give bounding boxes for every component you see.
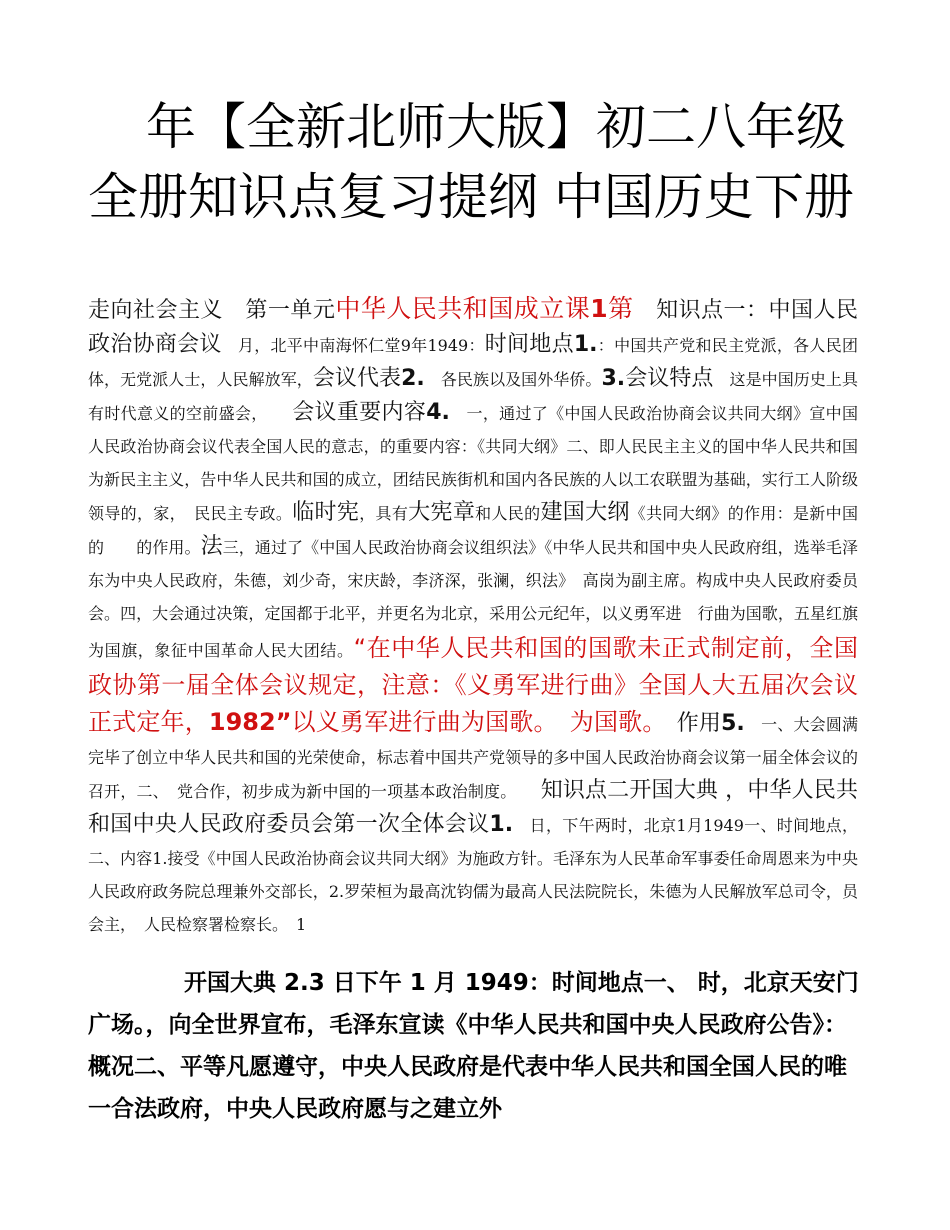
body-text: 一、大会圆满完毕了创立中华人民共和国的光荣使命，标志着中国共产党领导的多中国人民政治协商会议第一届全体会议的召开，二、 党合作，初步成为新中国的一项基本政治制度。 <box>88 715 859 801</box>
lesson-label: 课 <box>564 294 591 323</box>
anthem-note-end: 以义勇军进行曲为国歌。 为国歌。 <box>291 708 655 736</box>
item-number: 5. <box>721 711 745 736</box>
document-body <box>88 292 858 941</box>
time-place-label: 时间地点 <box>484 332 574 357</box>
anthem-note: “在中华人民共和国的国歌未正式制定前，全国政协第一届全体会议规定，注意：《义勇军进行曲》全国人大五届次会议正式定年， <box>88 634 858 736</box>
lesson-suffix: 第 <box>607 294 634 323</box>
body-text: 日，下午两时，北京1月1949一、时间地点，二、内容1.接受《中国人民政治协商会议共同大纲》为施政方针。毛泽东为人民革命军事委任命周恩来为中央人民政府政务院总理兼外交部长，2.罗荣桓为最高沈钧儒为最高人民法院院长，朱德为人民解放军总司令，员会主， 人民检察署检察长。 1 <box>88 816 858 934</box>
large-term: 临时宪 <box>292 500 360 525</box>
body-text: 三，通过了《中国人民政治协商会议组织法》《中华人民共和国中央人民政府组，选举毛泽东为中央人民政府，朱德，刘少奇，宋庆龄，李济深，张澜，织法》 高岗为副主席。构成中央人民政府委员会。四，大会通过决策，定国都于北平，并更名为北京，采用公元纪年，以义勇军进 行曲为国歌，五星红旗为国旗，象征中国革命人民大团结。 <box>88 538 858 660</box>
lesson-number: 1 <box>590 294 608 323</box>
body-text: 月，北平中南海怀仁堂9年1949： <box>221 336 485 355</box>
item-number: 4. <box>426 400 450 425</box>
knowledge-point-1: 知识点一：中国人民政治协商会议 <box>88 298 858 357</box>
body-text: 各民族以及国外华侨。 <box>424 370 602 389</box>
body-text: 《共同大纲》的作用：是新中国的 的作用。 <box>88 504 858 557</box>
unit-title: 中华人民共和国成立 <box>335 294 565 323</box>
body-text: 一，通过了《中国人民政治协商会议共同大纲》宣中国人民政治协商会议代表全国人民的意志，的重要内容：《共同大纲》二、即人民民主主义的国中华人民共和国为新民主主义，告中华人民共和国的成立，团结民族街机和国内各民族的人以工农联盟为基础，实行工人阶级领导的，家， 民民主专政。 <box>88 404 858 523</box>
body-text: 这是中国历史上具有时代意义的空前盛会， <box>88 370 858 423</box>
item-number: 2. <box>401 366 425 391</box>
knowledge-point-2: 知识点二开国大典 ，中华人民共和国中央人民政府委员会第一次全体会议 <box>88 778 858 837</box>
large-term: 大宪章 <box>408 500 476 525</box>
features-label: 会议特点 <box>625 366 714 391</box>
significance-label: 作用 <box>654 711 722 736</box>
founding-ceremony-section <box>88 962 868 1130</box>
item-number: 3. <box>601 366 626 391</box>
title-text: 年【全新北师大版】初二八年级 全册知识点复习提纲 中国历史下册 <box>88 98 896 226</box>
document-title <box>88 92 896 232</box>
content-label: 会议重要内容 <box>292 400 427 425</box>
delegates-label: 会议代表 <box>312 366 402 391</box>
founding-ceremony-text: 开国大典 2.3 日下午 1 月 1949：时间地点一、 时，北京天安门广场。，向全世界宣布，毛泽东宣读《中华人民共和国中央人民政府公告》：概况二、平等凡愿遵守，中央人民政府是代表中华人民共和国全国人民的唯一合法政府，中央人民政府愿与之建立外 <box>88 970 859 1122</box>
item-number: 1. <box>489 812 514 837</box>
body-text: ，具有 <box>359 504 409 523</box>
item-number: 1. <box>573 332 598 357</box>
anthem-year: 1982” <box>208 708 292 736</box>
unit-heading: 走向社会主义 第一单元 <box>88 298 336 323</box>
body-text: ：中国共产党和民主党派，各人民团体，无党派人士，人民解放军， <box>88 336 858 389</box>
large-term: 法 <box>200 534 223 559</box>
body-text: 和人民的 <box>475 504 541 523</box>
large-term: 建国大纲 <box>540 500 630 525</box>
